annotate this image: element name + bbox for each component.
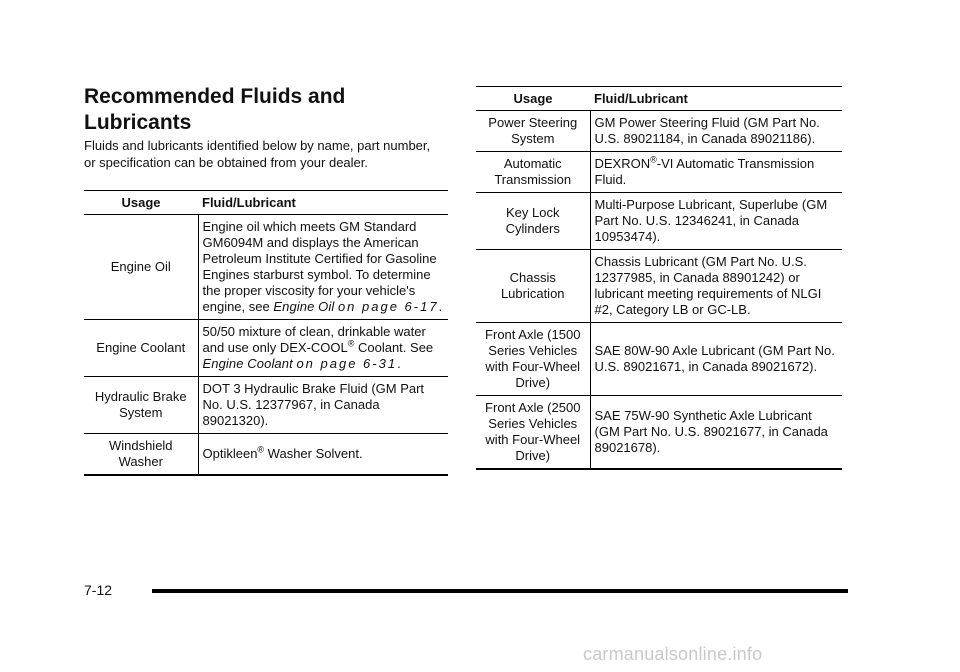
usage-cell: Automatic Transmission <box>476 152 590 193</box>
fluid-cell: Multi-Purpose Lubricant, Superlube (GM Part No. U.S. 12346241, in Canada 10953474). <box>590 193 842 250</box>
usage-column-header: Usage <box>84 191 198 215</box>
table-row <box>476 152 842 193</box>
fluid-text-end: Washer Solvent. <box>264 446 363 461</box>
intro-paragraph: Fluids and lubricants identified below by name, part number, or specification can be obtained from your dealer. <box>84 138 431 170</box>
fluid-cell: GM Power Steering Fluid (GM Part No. U.S. 89021184, in Canada 89021186). <box>590 111 842 152</box>
fluid-text-end: . <box>397 356 401 371</box>
table-header-row <box>84 191 448 215</box>
footer-rule <box>152 589 848 593</box>
table-row <box>84 377 448 434</box>
fluid-cell <box>198 320 448 377</box>
table-row <box>84 434 448 476</box>
usage-cell: Power Steering System <box>476 111 590 152</box>
fluid-text-mid: Coolant. See <box>354 340 434 355</box>
fluid-cell <box>198 215 448 320</box>
watermark: carmanualsonline.info <box>583 644 763 664</box>
page-reference-link[interactable]: on page 6-17 <box>337 299 439 314</box>
cross-reference-link[interactable]: Engine Coolant <box>202 356 293 371</box>
usage-cell: Engine Coolant <box>84 320 198 377</box>
fluid-text: Engine oil which meets GM Standard GM6094M and displays the American Petroleum Institute Certified for Gasoline Engines starburst symbol. To determine the proper viscosity for your vehicle's engine, see <box>202 219 437 314</box>
page-number: 7-12 <box>84 582 113 598</box>
fluid-text: DEXRON <box>594 156 651 171</box>
usage-cell: Hydraulic Brake System <box>84 377 198 434</box>
table-row <box>476 193 842 250</box>
usage-cell: Key Lock Cylinders <box>476 193 590 250</box>
table-row <box>476 250 842 323</box>
registered-mark: ® <box>650 154 657 165</box>
table-row <box>84 215 448 320</box>
usage-cell: Engine Oil <box>84 215 198 320</box>
usage-cell: Front Axle (1500 Series Vehicles with Four-Wheel Drive) <box>476 323 590 396</box>
fluids-table-left <box>84 190 448 476</box>
fluid-text: Optikleen <box>202 446 258 461</box>
registered-mark: ® <box>257 444 265 455</box>
cross-reference-link[interactable]: Engine Oil <box>273 299 335 314</box>
page-title: Recommended Fluids and Lubricants <box>84 85 346 134</box>
usage-cell: Windshield Washer <box>84 434 198 476</box>
fluid-column-header: Fluid/Lubricant <box>590 87 842 111</box>
fluid-cell: SAE 80W-90 Axle Lubricant (GM Part No. U.S. 89021671, in Canada 89021672). <box>590 323 842 396</box>
fluid-text: 50/50 mixture of clean, drinkable water and use only DEX-COOL <box>202 324 426 355</box>
registered-mark: ® <box>347 338 355 349</box>
fluid-column-header: Fluid/Lubricant <box>198 191 448 215</box>
fluid-cell: SAE 75W-90 Synthetic Axle Lubricant (GM Part No. U.S. 89021677, in Canada 89021678). <box>590 396 842 470</box>
fluid-cell <box>198 434 448 476</box>
usage-cell: Front Axle (2500 Series Vehicles with Four-Wheel Drive) <box>476 396 590 470</box>
page-reference-link[interactable]: on page 6-31 <box>296 356 398 371</box>
table-header-row <box>476 87 842 111</box>
fluid-cell <box>590 152 842 193</box>
table-row <box>476 111 842 152</box>
fluid-text-end: . <box>438 299 443 314</box>
fluid-cell: DOT 3 Hydraulic Brake Fluid (GM Part No. U.S. 12377967, in Canada 89021320). <box>198 377 448 434</box>
fluids-table-right <box>476 86 842 470</box>
usage-cell: Chassis Lubrication <box>476 250 590 323</box>
table-row <box>476 396 842 470</box>
table-row <box>476 323 842 396</box>
fluid-cell: Chassis Lubricant (GM Part No. U.S. 12377985, in Canada 88901242) or lubricant meeting requirements of NLGI #2, Category LB or GC-LB. <box>590 250 842 323</box>
usage-column-header: Usage <box>476 87 590 111</box>
fluid-text-end: -VI Automatic Transmission Fluid. <box>594 156 815 187</box>
table-row <box>84 320 448 377</box>
